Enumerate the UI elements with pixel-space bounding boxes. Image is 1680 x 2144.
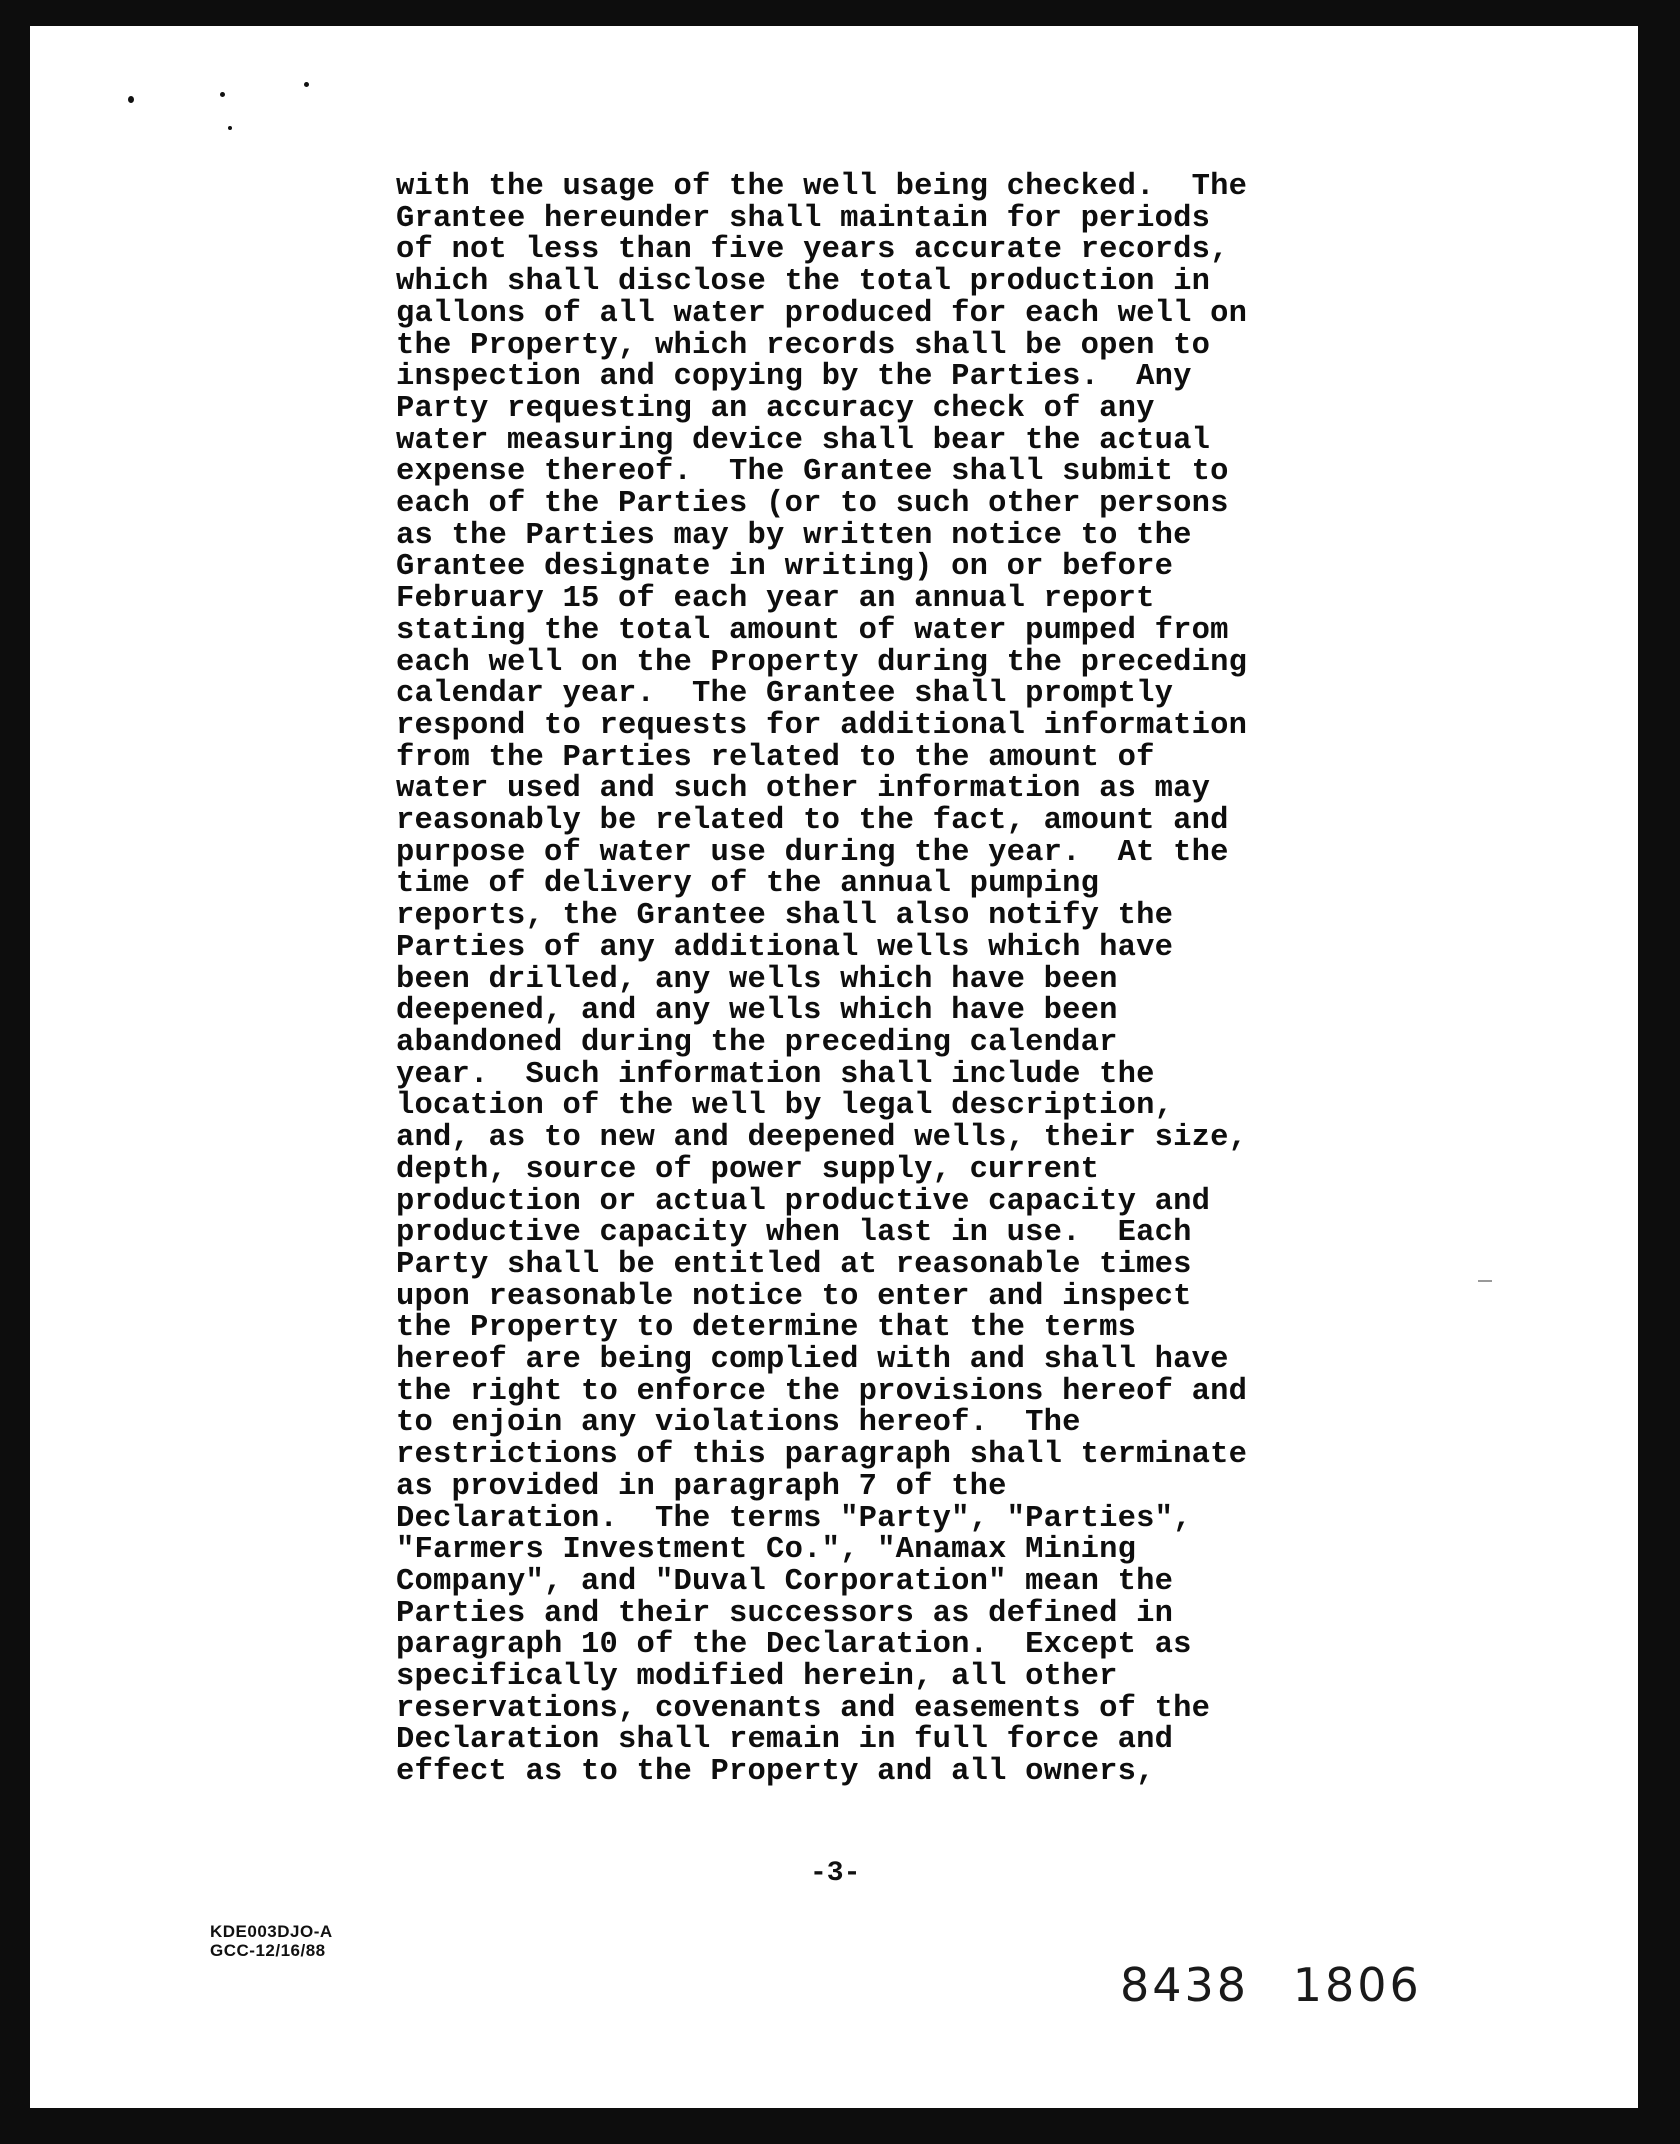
body-line: water used and such other information as may: [396, 772, 1211, 807]
body-line: location of the well by legal description,: [396, 1089, 1174, 1124]
document-code: KDE003DJO-A: [210, 1922, 333, 1941]
body-line: stating the total amount of water pumped from: [396, 613, 1229, 648]
body-line: been drilled, any wells which have been: [396, 962, 1118, 997]
body-line: inspection and copying by the Parties. Any: [396, 360, 1192, 395]
body-line: gallons of all water produced for each well on: [396, 296, 1248, 331]
scan-speck: [1478, 1280, 1492, 1282]
scan-speck: [128, 96, 134, 103]
page-number: -3-: [810, 1858, 861, 1889]
body-line: upon reasonable notice to enter and inspect: [396, 1279, 1192, 1314]
body-line: depth, source of power supply, current: [396, 1152, 1100, 1187]
body-line: deepened, and any wells which have been: [396, 994, 1118, 1029]
body-line: Declaration. The terms "Party", "Parties",: [396, 1501, 1192, 1536]
scan-speck: [304, 82, 309, 87]
body-line: Parties of any additional wells which have: [396, 930, 1174, 965]
body-line: the right to enforce the provisions hereof and: [396, 1374, 1248, 1409]
body-line: each of the Parties (or to such other persons: [396, 487, 1229, 522]
body-line: to enjoin any violations hereof. The: [396, 1406, 1081, 1441]
body-line: Grantee hereunder shall maintain for periods: [396, 201, 1211, 236]
body-line: which shall disclose the total production in: [396, 265, 1211, 300]
body-line: February 15 of each year an annual report: [396, 582, 1155, 617]
body-line: each well on the Property during the preceding: [396, 645, 1248, 680]
body-line: expense thereof. The Grantee shall submit to: [396, 455, 1229, 490]
body-line: productive capacity when last in use. Each: [396, 1216, 1192, 1251]
body-line: water measuring device shall bear the actual: [396, 423, 1211, 458]
body-line: the Property, which records shall be open to: [396, 328, 1211, 363]
body-line: Parties and their successors as defined in: [396, 1596, 1174, 1631]
body-line: production or actual productive capacity and: [396, 1184, 1211, 1219]
body-line: the Property to determine that the terms: [396, 1311, 1137, 1346]
scan-speck: [220, 92, 225, 97]
body-line: respond to requests for additional information: [396, 708, 1248, 743]
body-line: Declaration shall remain in full force and: [396, 1723, 1174, 1758]
body-line: purpose of water use during the year. At the: [396, 835, 1229, 870]
body-line: with the usage of the well being checked. The: [396, 170, 1248, 204]
body-paragraph: [396, 172, 1336, 1789]
body-line: Party requesting an accuracy check of any: [396, 391, 1155, 426]
document-date-code: GCC-12/16/88: [210, 1941, 326, 1960]
body-line: from the Parties related to the amount of: [396, 740, 1155, 775]
body-line: Grantee designate in writing) on or before: [396, 550, 1174, 585]
body-line: specifically modified herein, all other: [396, 1660, 1118, 1695]
body-line: reservations, covenants and easements of the: [396, 1691, 1211, 1726]
body-line: abandoned during the preceding calendar: [396, 1025, 1118, 1060]
stamped-record-number: 8438 1806: [1120, 1958, 1422, 2012]
body-line: and, as to new and deepened wells, their size,: [396, 1121, 1248, 1156]
body-line: calendar year. The Grantee shall promptly: [396, 677, 1174, 712]
body-line: reasonably be related to the fact, amount and: [396, 804, 1229, 839]
body-line: hereof are being complied with and shall have: [396, 1343, 1229, 1378]
body-line: year. Such information shall include the: [396, 1057, 1155, 1092]
body-line: effect as to the Property and all owners,: [396, 1755, 1155, 1790]
body-line: restrictions of this paragraph shall terminate: [396, 1438, 1248, 1473]
body-line: Party shall be entitled at reasonable times: [396, 1247, 1192, 1282]
body-line: as the Parties may by written notice to the: [396, 518, 1192, 553]
scan-speck: [228, 126, 232, 130]
body-line: of not less than five years accurate records,: [396, 233, 1229, 268]
body-line: Company", and "Duval Corporation" mean the: [396, 1564, 1174, 1599]
body-line: paragraph 10 of the Declaration. Except as: [396, 1628, 1192, 1663]
body-line: reports, the Grantee shall also notify the: [396, 899, 1174, 934]
body-line: "Farmers Investment Co.", "Anamax Mining: [396, 1533, 1137, 1568]
body-line: time of delivery of the annual pumping: [396, 867, 1100, 902]
body-line: as provided in paragraph 7 of the: [396, 1469, 1007, 1504]
